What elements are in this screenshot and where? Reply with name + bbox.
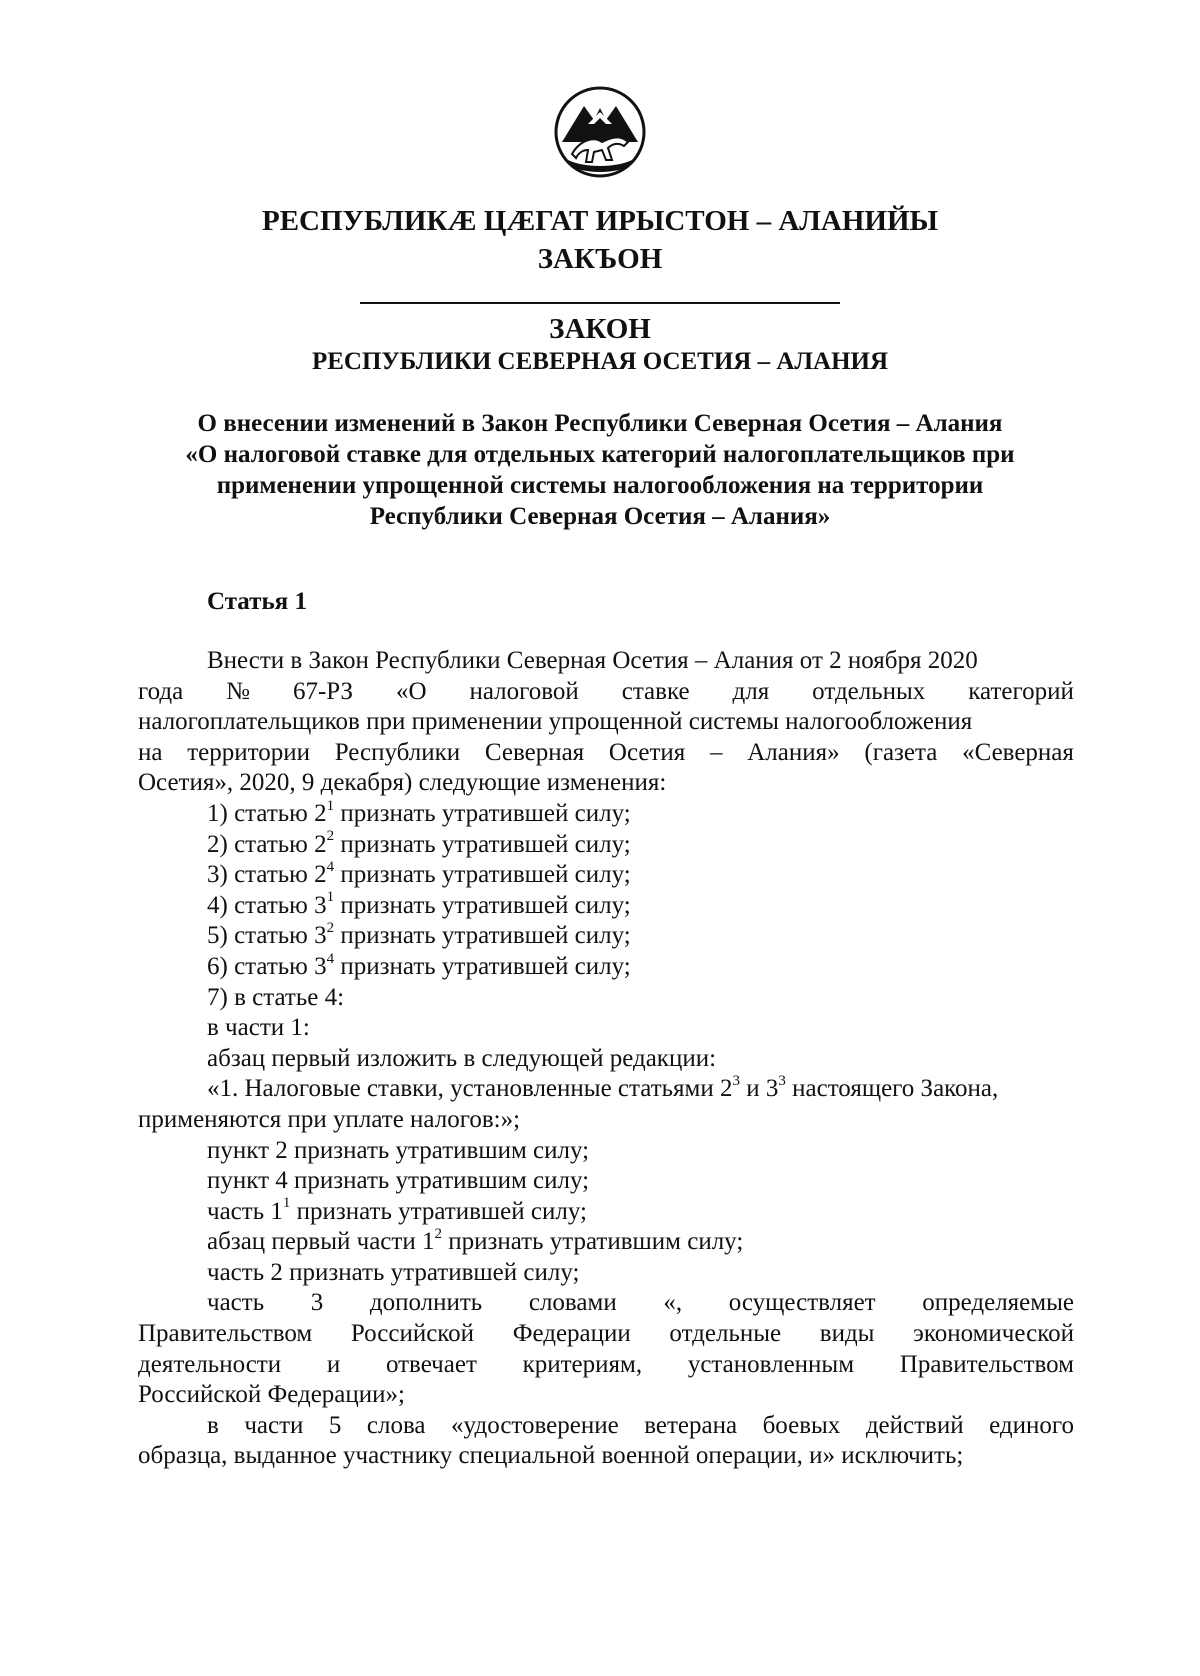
list-item: 6) статью $3^4$ признать утратившей силу;	[207, 950, 631, 980]
list-item: 2) статью $2^2$ признать утратившей силу;	[207, 828, 631, 858]
law-title-line: О внесении изменений в Закон Республики Северная Осетия – Алания	[197, 410, 1003, 437]
paragraph-line: в части 1:	[207, 1014, 310, 1042]
ossetian-law-heading: ЗАКЪОН	[537, 243, 663, 275]
paragraph-line: пункт 2 признать утратившим силу;	[207, 1136, 590, 1164]
law-title-line: «О налоговой ставке для отдельных категорий налогоплательщиков при	[185, 441, 1015, 468]
paragraph-line: часть $1^1$ признать утратившей силу;	[207, 1195, 587, 1225]
list-item: 5) статью $3^2$ признать утратившей силу;	[207, 920, 631, 950]
republic-heading: РЕСПУБЛИКИ СЕВЕРНАЯ ОСЕТИЯ – АЛАНИЯ	[311, 348, 889, 375]
intro-line: налогоплательщиков при применении упрощенной системы налогообложения	[138, 708, 973, 736]
intro-line: года № 67-РЗ «О налоговой ставке для отдельных категорий	[138, 677, 1074, 705]
list-item: 1) статью $2^1$ признать утратившей силу;	[207, 797, 631, 827]
list-item: 3) статью $2^4$ признать утратившей силу;	[207, 858, 631, 889]
intro-line: на территории Республики Северная Осетия – Алания» (газета «Северная	[138, 738, 1074, 766]
list-item: 4) статью $3^1$ признать утратившей силу;	[207, 889, 631, 919]
paragraph-line: абзац первый части $1^2$ признать утратившим силу;	[207, 1225, 744, 1256]
paragraph-line: пункт 4 признать утратившим силу;	[207, 1167, 590, 1195]
law-heading: ЗАКОН	[549, 313, 651, 345]
coat-of-arms-emblem	[554, 86, 646, 178]
paragraph-line: абзац первый изложить в следующей редакции:	[207, 1044, 717, 1072]
ossetian-republic-heading: РЕСПУБЛИКӔ ЦӔГАТ ИРЫСТОН – АЛАНИЙЫ	[262, 205, 938, 237]
intro-line: Внести в Закон Республики Северная Осетия – Алания от 2 ноября 2020	[207, 647, 978, 674]
paragraph-line: Российской Федерации»;	[138, 1381, 405, 1409]
article-body	[138, 646, 1074, 1472]
intro-line: Осетия», 2020, 9 декабря) следующие изменения:	[138, 769, 667, 797]
article-heading: Статья 1	[207, 588, 307, 615]
quote-line: «1. Налоговые ставки, установленные статьями $2^3$ и $3^3$ настоящего Закона,	[207, 1072, 999, 1103]
paragraph-line: часть 2 признать утратившей силу;	[207, 1258, 580, 1286]
law-title	[100, 408, 1100, 532]
quote-line: применяются при уплате налогов:»;	[138, 1105, 521, 1133]
paragraph-line: образца, выданное участнику специальной военной операции, и» исключить;	[138, 1442, 964, 1470]
list-item: 7) в статье 4:	[207, 983, 345, 1011]
paragraph-line: в части 5 слова «удостоверение ветерана боевых действий единого	[207, 1411, 1074, 1439]
law-title-line: Республики Северная Осетия – Алания»	[369, 503, 831, 530]
law-title-line: применении упрощенной системы налогообложения на территории	[216, 472, 984, 499]
paragraph-line: Правительством Российской Федерации отдельные виды экономической	[138, 1320, 1074, 1348]
paragraph-line: часть 3 дополнить словами «, осуществляет определяемые	[207, 1289, 1074, 1317]
paragraph-line: деятельности и отвечает критериям, установленным Правительством	[138, 1350, 1074, 1378]
header-divider	[360, 302, 840, 304]
